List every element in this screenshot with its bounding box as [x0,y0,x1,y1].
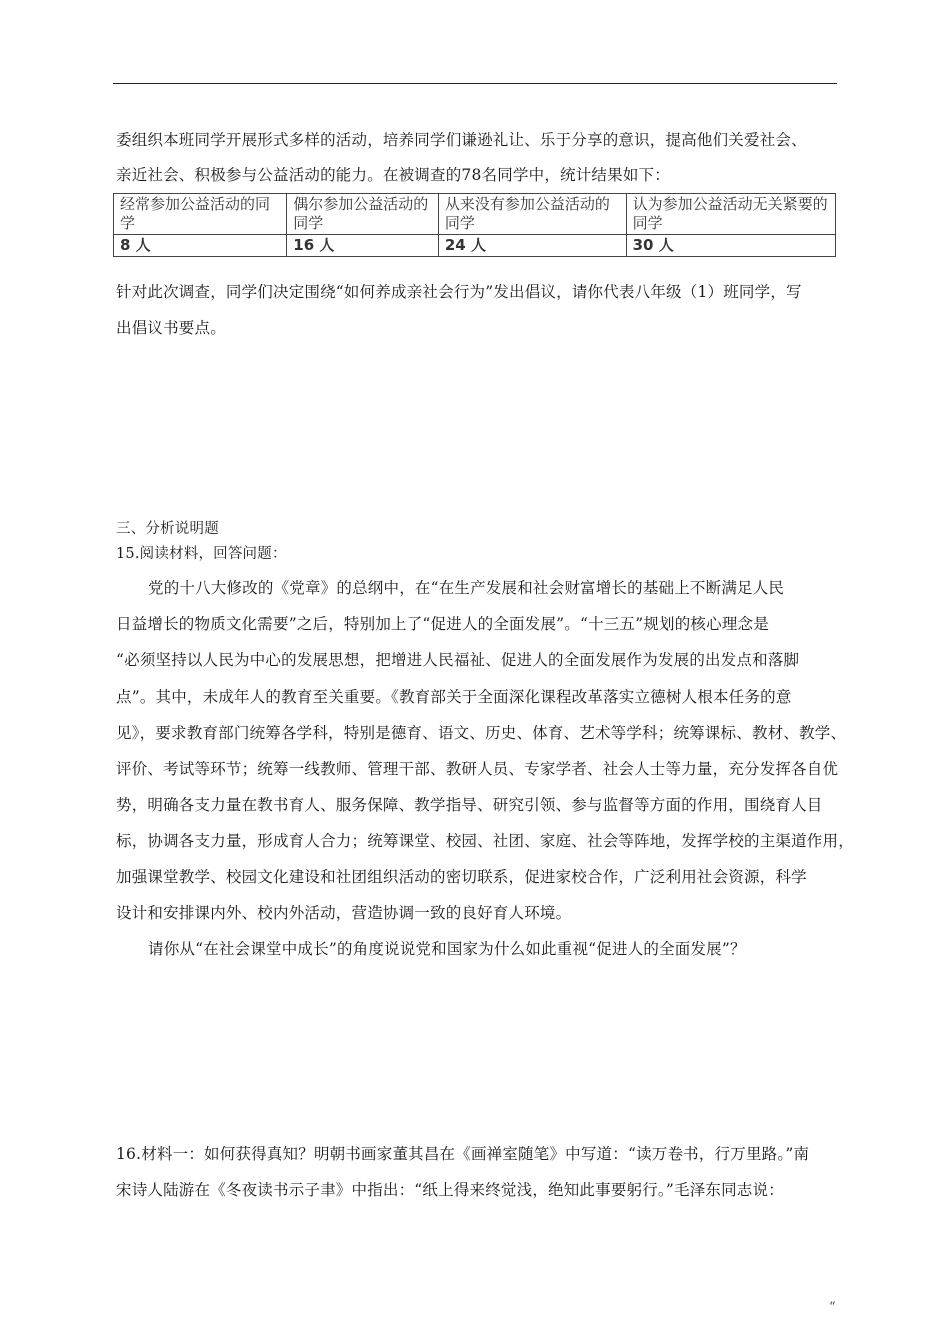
q15-title: 15.阅读材料，回答问题： [116,546,287,562]
q16-line-2: 宋诗人陆游在《冬夜读书示子聿》中指出：“纸上得来终觉浅，绝知此事要躬行。”毛泽东同志说： [116,1181,784,1199]
intro-line-2: 亲近社会、积极参与公益活动的能力。在被调查的78名同学中，统计结果如下： [116,166,670,184]
q15-paragraph-line: 评价、考试等环节；统筹一线教师、管理干部、教研人员、专家学者、社会人士等力量，充分发挥各自优 [116,760,839,778]
survey-table [113,193,836,257]
q15-paragraph-line: “必须坚持以人民为中心的发展思想，把增进人民福祉、促进人的全面发展作为发展的出发点和落脚 [116,651,800,669]
q15-question: 请你从“在社会课堂中成长”的角度说说党和国家为什么如此重视“促进人的全面发展”？ [148,940,746,958]
table-value-cell: 8 人 [114,235,287,257]
table-value-cell: 16 人 [287,235,439,257]
q15-paragraph-line: 加强课堂教学、校园文化建设和社团组织活动的密切联系，促进家校合作，广泛利用社会资源，科学 [116,868,807,886]
q15-paragraph-line: 标，协调各支力量，形成育人合力；统筹课堂、校园、社团、家庭、社会等阵地，发挥学校的主渠道作用， [116,832,854,850]
table-header-cell: 偶尔参加公益活动的同学 [287,194,439,235]
table-header-cell: 认为参加公益活动无关紧要的同学 [626,194,835,235]
q16-line-1: 16.材料一：如何获得真知？明朝书画家董其昌在《画禅室随笔》中写道：“读万卷书，行万里路。”南 [116,1145,810,1163]
q15-paragraph-line: 设计和安排课内外、校内外活动，营造协调一致的良好育人环境。 [116,904,572,922]
table-header-row [114,194,836,235]
table-value-cell: 30 人 [626,235,835,257]
task-line-2: 出倡议书要点。 [116,319,226,337]
table-header-cell: 从来没有参加公益活动的同学 [438,194,626,235]
page-mark: “ [829,1300,836,1315]
q15-paragraph-line: 党的十八大修改的《党章》的总纲中，在“在生产发展和社会财富增长的基础上不断满足人民 [148,579,785,597]
intro-line-1: 委组织本班同学开展形式多样的活动，培养同学们谦逊礼让、乐于分享的意识，提高他们关爱社会、 [116,131,807,149]
q15-paragraph-line: 势，明确各支力量在教书育人、服务保障、教学指导、研究引领、参与监督等方面的作用，围绕育人目 [116,796,823,814]
task-line-1: 针对此次调查，同学们决定围绕“如何养成亲社会行为”发出倡议，请你代表八年级（1）班同学，写 [116,283,802,301]
q15-paragraph-line: 日益增长的物质文化需要”之后，特别加上了“促进人的全面发展”。“十三五”规划的核心理念是 [116,615,769,633]
section-title: 三、分析说明题 [116,521,219,537]
q15-paragraph-line: 点”。其中，未成年人的教育至关重要。《教育部关于全面深化课程改革落实立德树人根本任务的意 [116,688,792,706]
header-rule [113,83,837,84]
table-value-cell: 24 人 [438,235,626,257]
q15-paragraph-line: 见》，要求教育部门统筹各学科，特别是德育、语文、历史、体育、艺术等学科；统筹课标、教材、教学、 [116,724,847,742]
table-value-row [114,235,836,257]
table-header-cell: 经常参加公益活动的同学 [114,194,287,235]
